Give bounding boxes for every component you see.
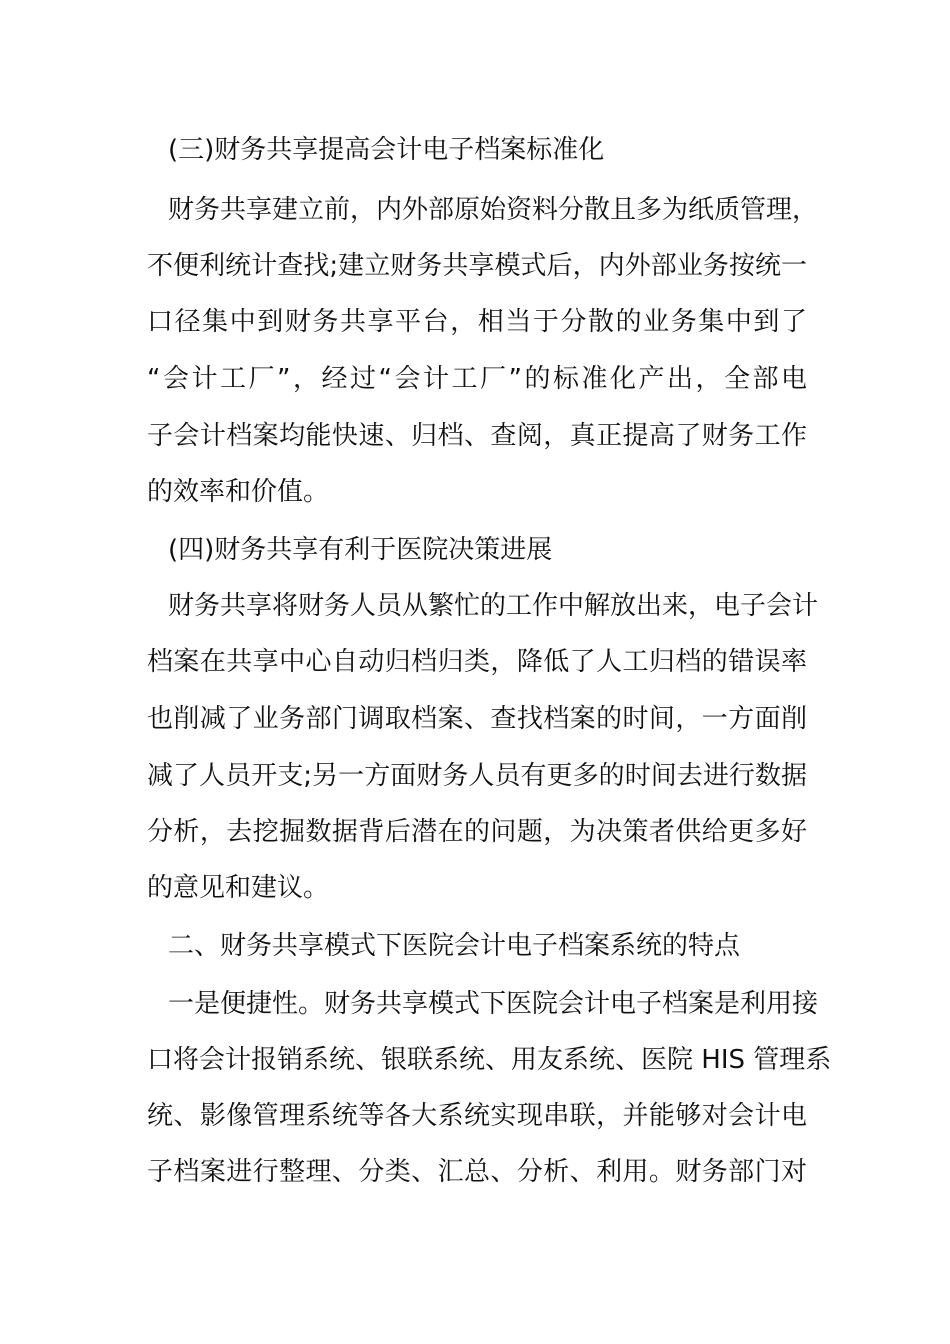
paragraph-line: 子档案进行整理、分类、汇总、分析、利用。财务部门对 <box>147 1157 807 1187</box>
section-heading: (三)财务共享提高会计电子档案标准化 <box>168 135 605 165</box>
paragraph-line: 也削减了业务部门调取档案、查找档案的时间，一方面削 <box>147 704 807 734</box>
paragraph-line: 档案在共享中心自动归档归类，降低了人工归档的错误率 <box>147 647 807 677</box>
paragraph-line: 口径集中到财务共享平台，相当于分散的业务集中到了 <box>147 307 807 337</box>
paragraph-line: 口将会计报销系统、银联系统、用友系统、医院 HIS 管理系 <box>147 1045 832 1075</box>
paragraph-line: 的意见和建议。 <box>147 873 330 903</box>
paragraph-line: 统、影像管理系统等各大系统实现串联，并能够对会计电 <box>147 1101 807 1131</box>
paragraph-line: “会计工厂”，经过“会计工厂”的标准化产出，全部电 <box>147 364 807 394</box>
paragraph-line: 财务共享将财务人员从繁忙的工作中解放出来，电子会计 <box>168 591 819 621</box>
paragraph-line: 子会计档案均能快速、归档、查阅，真正提高了财务工作 <box>147 421 807 451</box>
paragraph-line: 不便利统计查找;建立财务共享模式后，内外部业务按统一 <box>147 251 807 281</box>
paragraph-line: 一是便捷性。财务共享模式下医院会计电子档案是利用接 <box>168 989 819 1019</box>
section-heading: 二、财务共享模式下医院会计电子档案系统的特点 <box>168 931 741 961</box>
paragraph-line: 分析，去挖掘数据背后潜在的问题，为决策者供给更多好 <box>147 817 807 847</box>
paragraph-line: 的效率和价值。 <box>147 477 330 507</box>
paragraph-line: 减了人员开支;另一方面财务人员有更多的时间去进行数据 <box>147 761 807 791</box>
section-heading: (四)财务共享有利于医院决策进展 <box>168 535 553 565</box>
paragraph-line: 财务共享建立前，内外部原始资料分散且多为纸质管理， <box>168 195 819 225</box>
